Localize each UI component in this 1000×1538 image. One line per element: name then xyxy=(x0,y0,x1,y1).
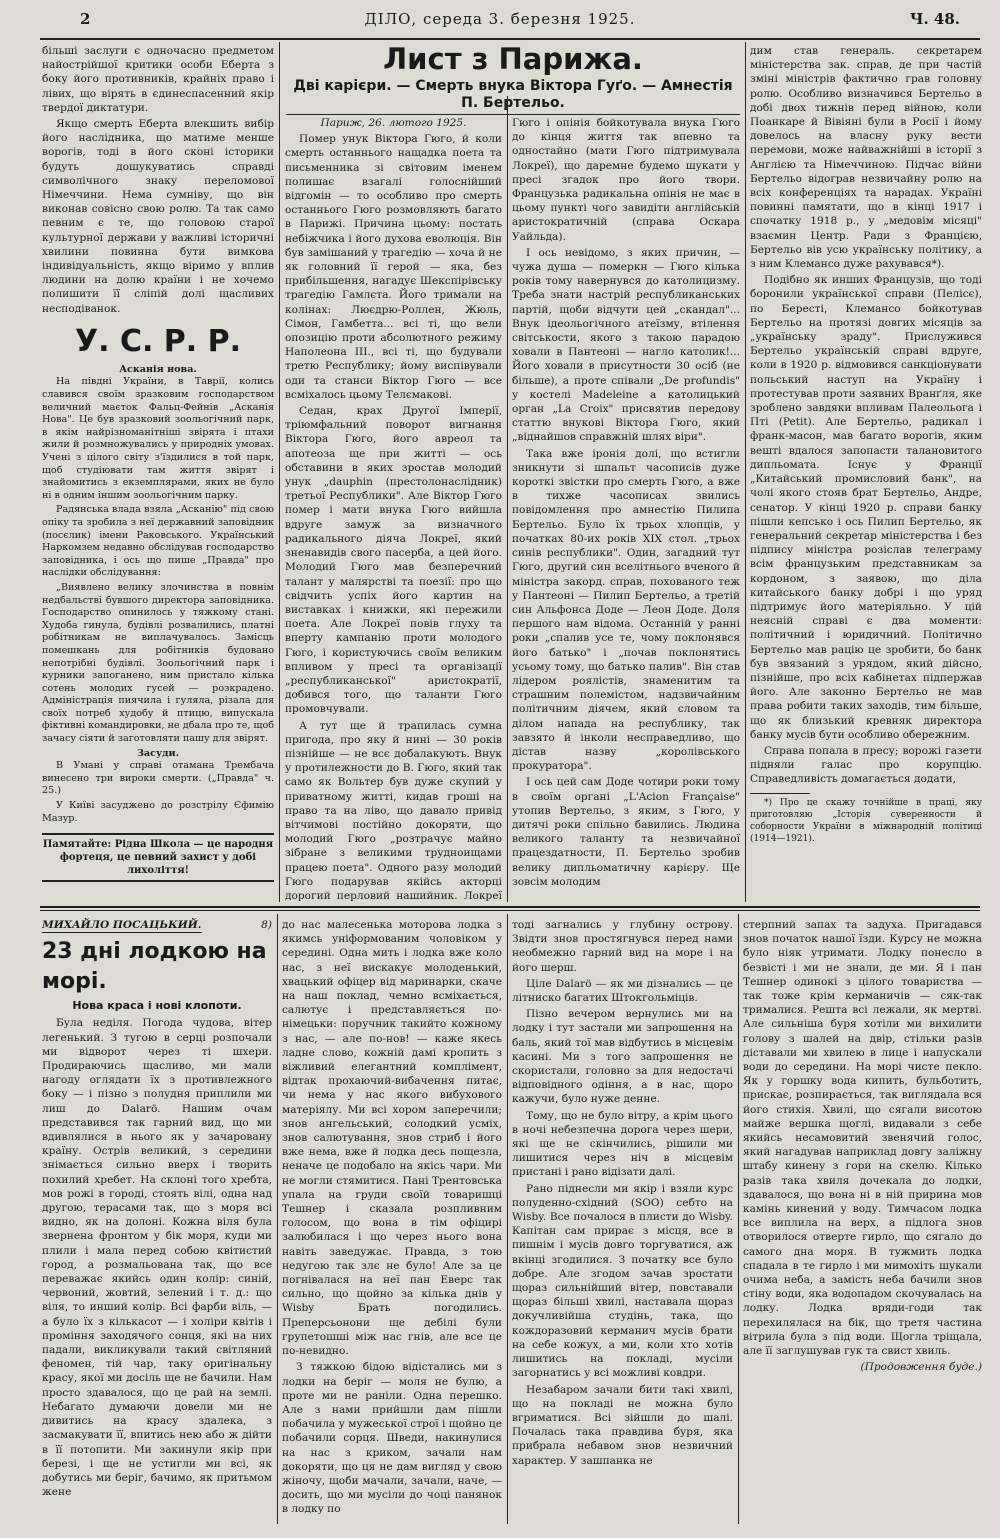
footnote: *) Про це скажу точнійше в праці, яку приготовляю „Історія суверенности й соборности України в міжнародній політиці (1914—1921). xyxy=(750,797,982,844)
paragraph: Тому, що не було вітру, а крім цього в ночі небезпечна дорога через шери, які ще не скінчились, рішили ми лишитися через ніч в місцевім пристані і рано відізати далі. xyxy=(512,1109,733,1179)
paragraph: У Київі засуджено до розстрілу Єфимію Мазур. xyxy=(42,800,274,824)
column-divider xyxy=(507,914,508,1524)
paragraph: Була неділя. Погода чудова, вітер легенький. З тугою в серці розпочали ми відворот через ті шхери. Продираючись щасливо, ми мали нагоду оглядати їх з противлежного боку — і пізно з полудня приплили ми лиш до Dalarö. Нашим очам представився так гарний вид, що ми вдивлялися в нього як у зачаровану країну. Острів великий, з середини знімається сильно вверх і творить похилий хребет. На склоні того хребта, мов рожі в городі, стоять вілі, одна над другою, терасами так, що з моря всі видно, як на долоні. Кожна віля була звернена фронтом у бік моря, куди ми плили і мала перед собою квітистий город, а розмальована так, що все переважає якийсь один колір: синій, червоний, жовтий, зелений і т. д.: що віля, то инший колір. Всі фарби віль, — а було їх з кількасот — і холіри квітів і проміння заходячого сонця, які на них падали, викликували такий світляний феномен, тій чар, таку оригінальну красу, якої ми досіль ще не бачили. Нам просто здавалося, що це рай на землі. Небагато думаючи довели ми не дивитись на красу здалека, з засмакувати її, впитись нею або ж дійти в її потопити. Ми закинули якір при березі, і ще не устигли ми всі, як добутись ми беріг, бачимо, як притьмом жене xyxy=(42,1017,272,1499)
column-3 xyxy=(512,116,740,902)
paragraph: В Умані у справі отамана Трембача винесено три вироки смерти. („Правда" ч. 25.) xyxy=(42,760,274,797)
serial-column-2 xyxy=(282,918,502,1530)
paragraph: На півдні України, в Таврії, колись славився своїм зразковим господарством величний маєток Фальц-Фейнів „Асканія Нова". Це був зразковий зоольогічний парк, в якім найрізноманітніші звірята і птахи жили й розмножувались у природніх умовах. Учені з цілого світу з'їздилися в той парк, щоб студіювати там життя звірят і знайомитись з екземплярами, яких не було ні в одним іншим зоольогічним парку. xyxy=(42,376,274,501)
column-divider xyxy=(738,914,739,1524)
paragraph: Гюго і опінія бойкотувала внука Гюго до кінця життя так впевно та одностайно (мати Гюго підтримувала Локреї), що даремне будемо шукати у пресі згадок про його твори. Французька радикальна опінія не має в цьому пункті чого завидіти англійській аристократичній (справа Оскара Уайльда). xyxy=(512,117,740,243)
section-separator xyxy=(40,910,980,911)
page-header xyxy=(0,6,1000,34)
paragraph: Незабаром зачали бити такі хвилі, що на покладі не можна було вгриматися. Всі зійшли до шалі. Почалась така правдива буря, яка прибрала небавом знов незвичний характер. У зашпанка не xyxy=(512,1383,733,1467)
column-1 xyxy=(42,44,274,900)
part-number: 8) xyxy=(261,919,272,931)
column-divider xyxy=(507,96,508,902)
paragraph: З тяжкою бідою відістались ми з лодки на беріг — моля не булю, а проте ми не раніли. Одна перешко. Але з нами прийшли дам пішли побачила у мужеської строї і щойно це побачили сорця. Шведи, накинулися на нас з криком, зачали нам докоряти, що ця не дам вигляд у свою жіночу, щоби мачали, зачали, наче, — досить, що ми мусіли до чоці панянок в лодку по xyxy=(282,1361,502,1516)
boxed-notice: Памятайте: Рідна Школа — це народня фортеця, це певний захист у добі лихоліття! xyxy=(42,833,274,882)
paragraph: дим став генераль. секретарем міністерства зак. справ, де при частій зміні міністрів фактично грав головну ролю. Особливо визначився Бертельо в добі двох тижнів перед війною, коли Поанкаре й Вівіяні були в Росії і йому довелось на власну руку вести перемови, може найважнійші в історії з Англією та Німеччиною. Підчас війни Бертельо відограв незвичайну ролю на всіх конференціях та нарадах. Україні повинні памятати, що в кінці 1917 і спочатку 1918 р., у „медовім місяці" взаємин Центр. Ради з Францією, Бертельо вів усю українську політику, а з ним Клеманco дуже рахувався*). xyxy=(750,45,982,271)
column-2 xyxy=(285,116,502,902)
paragraph: Ціле Dalarö — як ми дізнались — це літниско багатих Штокгольміців. xyxy=(512,977,733,1005)
paragraph: А тут ще й трапилась сумна пригода, про яку й нині — 30 років пізнійше — не всє добалакують. Внук у протилежности до В. Гюго, який так само як Вольтер був дуже скупий у приватному житті, кидав гроші на право та на ліво, що давало привід вітчимові постійно докоряти, що молодий Гюго „розтрачує майно зібране з великими трудноищами працею поета". Одного разу молодий Гюго подарував якійсь акторці дорогий перловий нашийник. Локреї xyxy=(285,719,502,902)
serial-subtitle: Нова краса і нові клопоти. xyxy=(72,999,242,1013)
subheading: Асканія нова. xyxy=(119,363,197,375)
paragraph: стерпний запах та задуха. Пригадався знов початок нашої їзди. Курсу не можна було ніяк утримати. Лодку понесло в безвісті і ми не знали, де ми. Я і пан Тешнер одинокі з цілого товариства — так тоже крім керманичів — сяк-так трималися. Решта всі лежали, як мертві. Але сильніша буря хотіли ми вихилити голову з шалей на двір, стільки разів діставали ми хвилею в лице і напускали води до середини. На морі чисте пекло. Як у горшку вода кипить, бульботить, прискає, розпирається, так виглядала вся його стихія. Хвилі, що сягали висотою майже вершка щоглі, видавали з себе якийсь несамовитий звенячий голос, який нагадував наприклад довгу заліжну штабу кинену з гори на скелю. Кілько разів така хвиля дочекала до лодки, здавалося, що вона ні в ній пририна мов камінь кинений у воду. Тимчасом лодка все виплила на верх, а підлога знов отворилося отверте гирло, що сягало до самого дна моря. В тужмить лодка спадала в те гирло і ми мимохіть шукали очима неба, а замість неба бачили знов стіну води, яка водопадом скочувалась на лодку. Лодка вряди-годи так перехилялася на бік, що третя частина вітрила була з під води. Щогла тріщала, але її заглушував гук та свист хвиль. xyxy=(743,919,982,1358)
paragraph: „Виявлено велику злочинства в повнім недбальстві бувшого директора заповідника. Господарство опинилось у тяжкому стані. Худоба гинула, будівлі розвалились, платні робітникам не виплачувалось. Замісць помешкань для робітників будовано непотрібні будівлі. Зоольогічний парк і курники запоганено, ним пристало кілька сотень молодих гусей — розкрадено. Адміністрація пиячила і гуляла, різала для своїх потреб худобу й птицю, випускала фіктивні командировки, не дбала про те, щоб зачасу сіяти й заготовляти пашу для звірят. xyxy=(42,581,274,745)
column-divider xyxy=(279,42,280,902)
paragraph: І ось цей сам Доде чотири роки тому в своїм органі „L'Acion Française" утопив Вертельо, з яким, з Гюго, у дитячі роки спільно бавились. Людина великого таланту та незвичайної працездатности, П. Бертельо зробив велику дипльоматичну карієру. Ще зовсім молодим xyxy=(512,776,740,888)
column-4 xyxy=(750,44,982,900)
paragraph: Якщо смерть Еберта влекшить вибір його наслідника, що матиме менше ворогів, тоді в його сконі історики будуть дошукуватись справді символічного знаку переломової Німеччини. Нема сумніву, що він виконав совісно свою ролю. Та так само певним є те, що головою старої культурної держави у важливі історичні хвилини повинна бути вимкова індивідуальність, якщо віримо у вплив людини на долю країни і не хочемо полишити її сліпій долі щасливих несподіванок. xyxy=(42,118,274,315)
page-number: 2 xyxy=(80,10,91,28)
paragraph: Седан, крах Другої Імперії, тріюмфальний поворот вигнання Віктора Гюго, його авреол та апотеоза ще при житті — ось обставини в яких зростав молодий унук „dauphin (престолонаслідник) третьої Республики". Але Віктор Гюго помер і мати внука Гюго вийшла вдруге замуж за визначного радикального діяча Локреї, який зненавидів свого пасерба, а цей його. Молодий Гюго мав безперечний талант у малярстві та поезії: про що свідчить успіх його картин на виставках і книжки, які пережили поета. Але Локреї повів глуху та вперту кампанію проти молодого Гюго, і користуючись своїм великим впливом у пресі та організації „республиканської" аристократії, добився того, що таланти Гюго промовчували. xyxy=(285,405,502,716)
serial-column-3 xyxy=(512,918,733,1530)
issue-number: Ч. 48. xyxy=(909,10,960,28)
serial-column-4 xyxy=(743,918,982,1530)
column-divider xyxy=(277,914,278,1524)
column-divider xyxy=(745,42,746,902)
section-separator xyxy=(40,906,980,908)
paragraph: тоді загнались у глубину острову. Звідти знов простягнувся перед нами необмежно гарний вид на море і на його шерш. xyxy=(512,919,733,974)
paragraph: Справа попала в пресу; ворожі газети підняли галас про корупцію. Справедливість домагається додати, xyxy=(750,744,982,786)
author: МИХАЙЛО ПОСАЦЬКИЙ. xyxy=(42,918,202,933)
article-title: Лист з Парижа. xyxy=(383,42,643,76)
paragraph: Пізно вечером вернулись ми на лодку і тут застали ми запрошення на баль, який тої мав відбутись в місцевім касині. Ми з того запрошення не скористали, головно за для недостачі відповідного одіння, а в нас, щоро кажучи, було нуже денне. xyxy=(512,1008,733,1106)
paragraph: до нас малесенька моторова лодка з якимсь уніформованим чоловіком у середині. Одна мить і лодка вже коло нас, з неї вискакує молоденький, хвацький офіцер від маринарки, скаче на наш поклад, чемно всміхається, салютує і представляється по-німецьки: поручник такийто кожному з нас, — але по-нов! — каже якесь ладне слово, кожній дамі кропить з віжливий елегантний комплімент, відтак прохаючий-вибачення питає, чи нема у нас якого вибухового матеріялу. Ми всі хором заперечили; знов ангельський, солодкий усміх, знов салютування, знов стриб і його вже нема, вже й лодка десь пощезла, неначе це подобало на якісь чари. Ми не могли стямитися. Пані Трентовська упала на груди своїй товаришці Тешнер і сказала розпливним голосом, що вона в тім офіцирі залюбилася і що через нього вона навіть заведужає. Правда, з тою недугою так злє не було! Але за це погнівалася на неї пан Еверс так сильно, що щойно за кілька днів у Wisby Брать погодились. Преперсьонони ще дебілі були групетошші між нас гнів, але все це по-невидно. xyxy=(282,919,502,1358)
dateline: Париж, 26. лютого 1925. xyxy=(320,117,467,129)
paragraph: Радянська влада взяла „Асканію" під свою опіку та зробила з неї державний заповідник (посєлик) імени Раковського. Український Наркомзем недавно обслідував господарство заповідника, і ось що пише „Правда" про наслідки обслідування: xyxy=(42,504,274,579)
serial-byline xyxy=(42,918,272,933)
paragraph: Помер унук Віктора Гюго, й коли смерть останнього нащадка поета та письменника зі світовим іменем полишає взагалі голоснійший відгомін — то особливо про смерть останнього Гюго розмовляють багато в Парижі. Причина цьому: постать небіжчика і його духова еволюція. Він був замішаний у трагедію — хоча й не як головний її герой — яка, без прибільшення, нагадує Шекспірівську трагедію Гамлєта. Його тримали на колінах: Люєдрю-Роллен, Жюль, Сімон, Гамбетта... всі ті, що вели опозицію проти абсолютного режиму Наполеона ІІІ., всі ті, що будували третю Республику; йому виспівували оди та станси Віктор Гюго — все всміхалось цьому Телємакові. xyxy=(285,133,502,401)
paragraph: Рано піднесли ми якір і взяли курс полуденно-східний (SOO) себто на Wisby. Все почалося в плисти до Wisby. Капітан сам прирає з місця, все в пишнім і мусів довго торгуватися, аж вкінці згодилися. З початку все було добре. Але згодом зачав зростати щораз сильнійший вітер, повставали щораз більші хвилі, наставала щораз докучливійша студінь, така, що кождоразовий керманич мусів брати на себе кожух, а ми, коли хто хотів лишитись на покладі, мусіли загорнатись у всі можливі ковдри. xyxy=(512,1182,733,1380)
subheading: Засуди. xyxy=(137,747,179,759)
continued-note: (Продовження буде.) xyxy=(860,1361,982,1374)
serial-title: 23 дні лодкою на морі. xyxy=(42,939,267,995)
paragraph: І ось невідомо, з яких причин, — чужа душа — померкн — Гюго кілька років тому навернувся до католицизму. Треба знати настрій республиканських партій, щоби відчути цей „скандал"... Внук ідеольогічного атеїзму, втілення світськости, якого з такою парадою ховали в Пантеоні — нагло католик!... Його ховали в присутности 30 осіб (не більше), а проте співали „De profundis" у костелі Madeleine а католицький орган „La Croix" присвятив передову статтю внукові Віктора Гюго, який „віднайшов справжній шлях віри". xyxy=(512,246,740,444)
paragraph: більші заслуги є одночасно предметом найострійшої критики особи Еберта з боку його противників, крайніх право і лівих, що вірять в єдинеспасенний якір твердої диктатури. xyxy=(42,45,274,114)
footnote-rule xyxy=(750,793,810,794)
paper-title-date: ДІЛО, середа 3. березня 1925. xyxy=(364,10,636,28)
section-title: У. С. Р. Р. xyxy=(74,323,242,359)
header-rule xyxy=(40,38,980,40)
paragraph: Така вже іронія долі, що встигли зникнути зі шпальт часописів дуже короткі звістки про смерть Гюго, а вже в тихже часописах звились повідомлення про амнестію Пилипа Бертельо. Було їх трьох хлопців, у початках 80-их років ХІХ стол. „трьох синів республики". Один, загадний тут Гюго, другий син вселітнього вченого й міністра закорд. справ, похованого теж у Пантеоні — Пилип Бертельо, а третій син Альфонса Доде — Леон Доде. Доля першого нам відома. Останній у ранні роки „спалив усе те, чому поклонявся його батько" і „почав поклонятись усьому тому, що батько палив". Він став лідером роялістів, знаменитим та страшним полемістом, надзвичайним політичним діячем, який словом та ділом напада на республику, так завзято й інколи несправедливо, що дістав назву „королівського прокуратора". xyxy=(512,447,740,773)
paragraph: Подібно як инших Французів, що тоді боронили української справи (Пелісє), по Бересті, Клемансо бойкотував Бертельо на протязі довгих місяців за „українську зраду". Прислужився Бертельо українській справі вдруге, коли в 1920 р. відмовився санкціонувати польський наступ на Україну і протестував проти заявних Вранґля, яке зроблено завдяки впливам Палеольога і Пті (Petit). Але Бертельо, радикал і франк-масон, мав багато ворогів, яким вешті вдалося запопасти талановитого дипльомата. Існує у Франції „Китайський промисловий банк", на чолі якого стояв брат Бертельо, Андре, сенатор. У кінці 1920 р. справи банку пішли кепсько і ось Пилип Бертельо, як генеральний секретар міністерства і без підпису міністра розіслав телеграму всім французьким представникам за кордоном, з заявою, що діла китайського банку добрі і що уряд підтримує його матеріяльно. У цій неясній справі є два моменти: політичний і юридичний. Політично Бертельо мав рацію це зробити, бо банк був звязаний з урядом, який дійсно, пізнійше, про всіх кабінетах підпержав його. Але законно Бертельо не мав права робити таких заходів, тим більше, що як близький кревняк директора банку мусів бути особливо обережним. xyxy=(750,274,982,741)
title-rule xyxy=(286,114,740,115)
serial-column-1 xyxy=(42,918,272,1530)
article-subtitle: Дві карієри. — Смерть внука Віктора Гуґо. — Амнестія П. Бертельо. xyxy=(293,78,733,111)
